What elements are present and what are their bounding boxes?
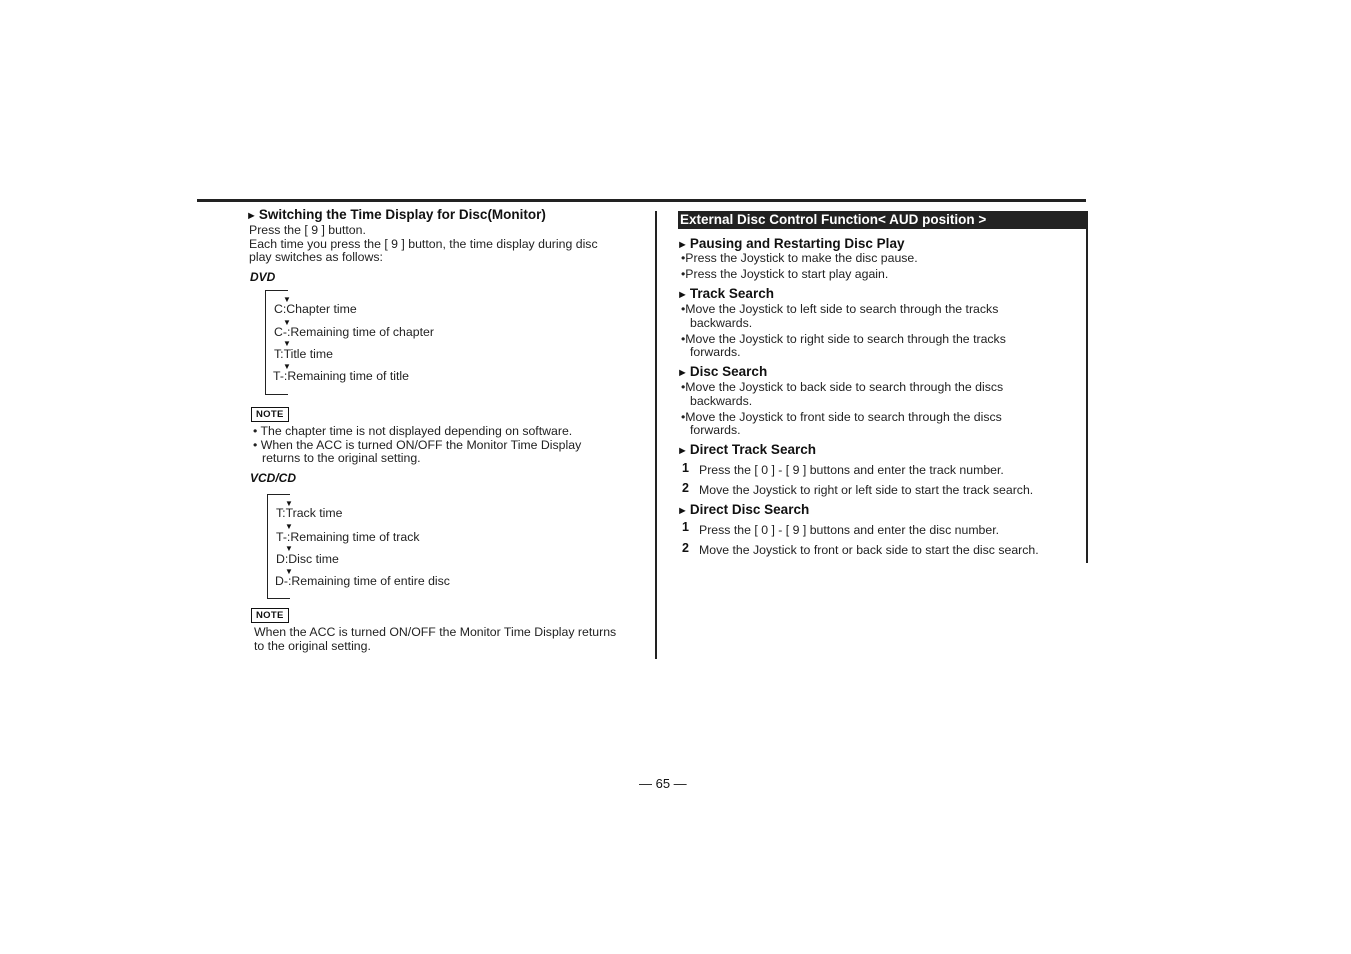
- step-number: 1: [682, 461, 689, 475]
- note-line-1: • The chapter time is not displayed depending on software.: [253, 424, 573, 438]
- arrow-down-icon: ▼: [285, 567, 293, 576]
- heading-text: Pausing and Restarting Disc Play: [689, 236, 905, 251]
- arrow-down-icon: ▼: [283, 339, 291, 348]
- note-badge: NOTE: [251, 407, 289, 422]
- triangle-bullet-icon: ►: [677, 367, 688, 379]
- step-number: 2: [682, 541, 689, 555]
- intro-line-3: play switches as follows:: [249, 250, 383, 264]
- dvd-label: DVD: [250, 270, 276, 284]
- heading-direct-track-search: [677, 442, 816, 457]
- heading-pausing: [677, 236, 904, 251]
- intro-line-1: Press the [ 9 ] button.: [249, 223, 366, 237]
- heading-text: Disc Search: [689, 364, 768, 379]
- arrow-down-icon: ▼: [285, 522, 293, 531]
- dvd-item-2: C-:Remaining time of chapter: [274, 325, 434, 339]
- triangle-bullet-icon: ►: [677, 445, 688, 457]
- step-number: 1: [682, 520, 689, 534]
- page-number: — 65 —: [639, 776, 687, 791]
- triangle-bullet-icon: ►: [677, 289, 688, 301]
- dts-step-1: Press the [ 0 ] - [ 9 ] buttons and enter the track number.: [699, 463, 1004, 477]
- step-number: 2: [682, 481, 689, 495]
- heading-disc-search: [677, 364, 767, 379]
- dvd-item-3: T:Title time: [274, 347, 333, 361]
- note2-line-1: When the ACC is turned ON/OFF the Monitor Time Display returns: [254, 625, 617, 639]
- pause-line-1: •Press the Joystick to make the disc pause.: [681, 251, 918, 265]
- note-line-2: • When the ACC is turned ON/OFF the Monitor Time Display: [253, 438, 582, 452]
- column-divider: [655, 211, 657, 659]
- arrow-down-icon: ▼: [283, 362, 291, 371]
- arrow-down-icon: ▼: [283, 295, 291, 304]
- vcd-label: VCD/CD: [250, 471, 297, 485]
- dvd-item-4: T-:Remaining time of title: [273, 369, 409, 383]
- dts-step-2: Move the Joystick to right or left side to start the track search.: [699, 483, 1034, 497]
- note-line-1-text: The chapter time is not displayed depending on software.: [260, 424, 573, 438]
- heading-direct-disc-search: [677, 502, 809, 517]
- arrow-down-icon: ▼: [283, 318, 291, 327]
- disc-line-2b: forwards.: [690, 423, 741, 437]
- note2-line-2: to the original setting.: [254, 639, 371, 653]
- arrow-down-icon: ▼: [285, 544, 293, 553]
- dvd-item-1: C:Chapter time: [274, 302, 357, 316]
- pause-line-2: •Press the Joystick to start play again.: [681, 267, 889, 281]
- note-line-2-text: When the ACC is turned ON/OFF the Monitor Time Display: [260, 438, 582, 452]
- intro-line-2: Each time you press the [ 9 ] button, the time display during disc: [249, 237, 598, 251]
- vcd-item-3: D:Disc time: [276, 552, 339, 566]
- dds-step-2: Move the Joystick to front or back side to start the disc search.: [699, 543, 1039, 557]
- note-badge: NOTE: [251, 608, 289, 623]
- section-heading-time-display: [246, 207, 546, 222]
- heading-text: Direct Track Search: [689, 442, 816, 457]
- vcd-item-2: T-:Remaining time of track: [276, 530, 420, 544]
- triangle-bullet-icon: ►: [677, 239, 688, 251]
- disc-line-2a: •Move the Joystick to front side to search through the discs: [681, 410, 1002, 424]
- arrow-down-icon: ▼: [285, 499, 293, 508]
- track-line-2a: •Move the Joystick to right side to search through the tracks: [681, 332, 1006, 346]
- triangle-bullet-icon: ►: [677, 505, 688, 517]
- right-column-border: [1086, 211, 1088, 563]
- track-line-1b: backwards.: [690, 316, 753, 330]
- dds-step-1: Press the [ 0 ] - [ 9 ] buttons and enter the disc number.: [699, 523, 1000, 537]
- heading-track-search: [677, 286, 774, 301]
- vcd-item-1: T:Track time: [276, 506, 343, 520]
- section-bar-external-disc: External Disc Control Function< AUD position >: [678, 211, 1086, 229]
- heading-text: Track Search: [689, 286, 774, 301]
- track-line-2b: forwards.: [690, 345, 741, 359]
- triangle-bullet-icon: ►: [246, 210, 257, 222]
- note-line-3: returns to the original setting.: [262, 451, 421, 465]
- top-rule: [197, 199, 1086, 202]
- disc-line-1a: •Move the Joystick to back side to search through the discs: [681, 380, 1004, 394]
- track-line-1a: •Move the Joystick to left side to search through the tracks: [681, 302, 999, 316]
- heading-text: Direct Disc Search: [689, 502, 810, 517]
- heading-text: Switching the Time Display for Disc(Monitor): [258, 207, 546, 222]
- vcd-item-4: D-:Remaining time of entire disc: [275, 574, 450, 588]
- disc-line-1b: backwards.: [690, 394, 753, 408]
